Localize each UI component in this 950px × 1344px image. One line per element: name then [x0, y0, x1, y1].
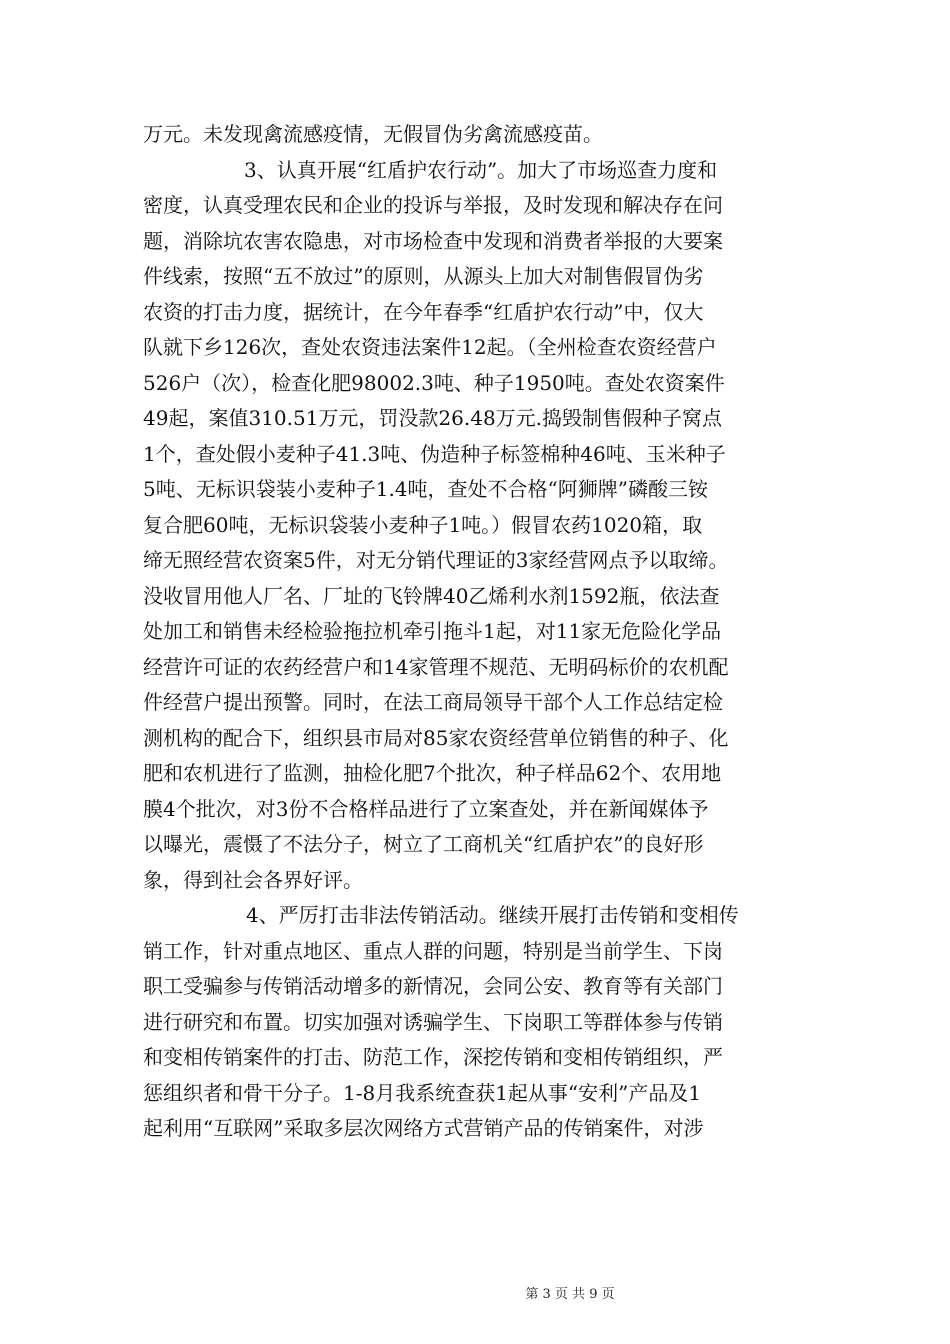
text-line: 肥和农机进行了监测，抽检化肥7个批次，种子样品62个、农用地: [143, 761, 722, 785]
document-body: [143, 117, 807, 1147]
text-line: 象，得到社会各界好评。: [143, 867, 363, 892]
text-line: 起利用“互联网”采取多层次网络方式营销产品的传销案件，对涉: [143, 1116, 704, 1140]
text-line: 密度，认真受理农民和企业的投诉与举报，及时发现和解决存在问: [143, 193, 723, 217]
text-line: 膜4个批次，对3份不合格样品进行了立案查处，并在新闻媒体予: [143, 796, 709, 821]
text-line: 复合肥60吨，无标识袋装小麦种子1吨。）假冒农药1020箱，取: [143, 512, 703, 537]
text-line: 职工受骗参与传销活动增多的新情况，会同公安、教育等有关部门: [143, 974, 723, 998]
text-line: 进行研究和布置。切实加强对诱骗学生、下岗职工等群体参与传销: [143, 1009, 723, 1034]
text-line: 经营许可证的农药经营户和14家管理不规范、无明码标价的农机配: [143, 654, 729, 679]
text-line: 和变相传销案件的打击、防范工作，深挖传销和变相传销组织，严: [143, 1045, 723, 1069]
text-line: 5吨、无标识袋装小麦种子1.4吨，查处不合格“阿狮牌”磷酸三铵: [143, 477, 708, 501]
text-line: 缔无照经营农资案5件，对无分销代理证的3家经营网点予以取缔。: [143, 548, 729, 572]
text-line: 526户（次），检查化肥98002.3吨、种子1950吨。查处农资案件: [143, 370, 725, 395]
text-line: 万元。未发现禽流感疫情，无假冒伪劣禽流感疫苗。: [143, 122, 603, 146]
page-number-footer: 第 3 页 共 9 页: [525, 1287, 615, 1302]
section-4-heading-line: 4、严厉打击非法传销活动。继续开展打击传销和变相传: [246, 903, 739, 927]
text-line: 处加工和销售未经检验拖拉机牵引拖斗1起，对11家无危险化学品: [143, 619, 722, 643]
text-line: 49起，案值310.51万元，罚没款26.48万元.捣毁制售假种子窝点: [143, 406, 723, 430]
text-line: 没收冒用他人厂名、厂址的飞铃牌40乙烯利水剂1592瓶，依法查: [143, 583, 720, 608]
text-line: 1个，查处假小麦种子41.3吨、伪造种子标签棉种46吨、玉米种子: [143, 441, 726, 466]
text-line: 销工作，针对重点地区、重点人群的问题，特别是当前学生、下岗: [143, 938, 723, 963]
text-line: 测机构的配合下，组织县市局对85家农资经营单位销售的种子、化: [143, 725, 729, 750]
text-line: 惩组织者和骨干分子。1-8月我系统查获1起从事“安利”产品及1: [143, 1080, 702, 1105]
text-line: 件线索，按照“五不放过”的原则，从源头上加大对制售假冒伪劣: [143, 264, 704, 288]
text-line: 件经营户提出预警。同时，在法工商局领导干部个人工作总结定检: [143, 690, 723, 714]
text-line: 队就下乡126次，查处农资违法案件12起。（全州检查农资经营户: [143, 335, 717, 359]
text-line: 以曝光，震慑了不法分子，树立了工商机关“红盾护农”的良好形: [143, 832, 704, 856]
section-3-heading-line: 3、认真开展“红盾护农行动”。加大了市场巡查力度和: [244, 157, 718, 182]
text-line: 农资的打击力度，据统计，在今年春季“红盾护农行动”中，仅大: [143, 299, 704, 324]
text-line: 题，消除坑农害农隐患，对市场检查中发现和消费者举报的大要案: [143, 228, 723, 253]
